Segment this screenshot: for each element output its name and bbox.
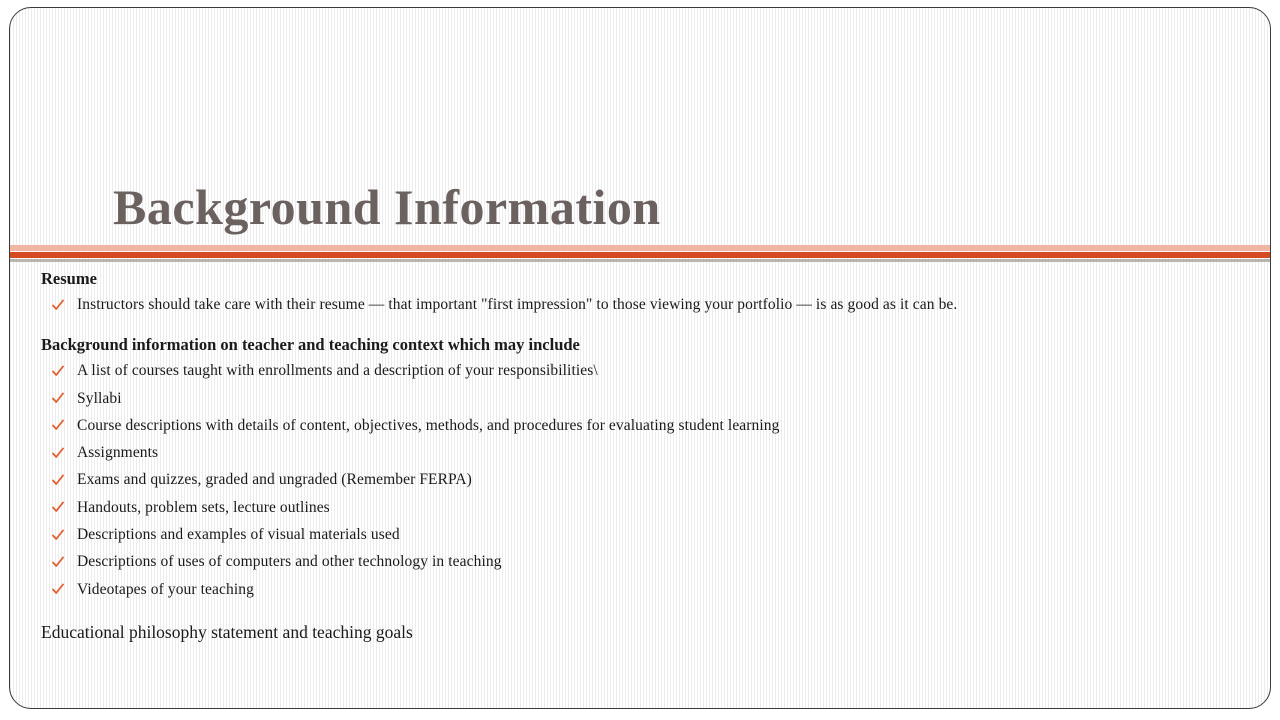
checkmark-icon xyxy=(52,576,66,603)
list-item-text: Assignments xyxy=(77,444,159,462)
list-item xyxy=(41,466,1256,493)
list-item-text: Syllabi xyxy=(77,389,122,407)
list-item-text: A list of courses taught with enrollments and a description of your responsibilities\ xyxy=(77,362,598,380)
resume-list xyxy=(41,291,1256,318)
list-item-text: Instructors should take care with their resume — that important "first impression" to those viewing your portfolio — is as good as it can be. xyxy=(77,296,958,313)
list-item xyxy=(41,548,1256,575)
list-item xyxy=(41,494,1256,521)
slide-body xyxy=(41,267,1256,645)
list-item-text: Handouts, problem sets, lecture outlines xyxy=(77,498,330,516)
title-rule-accent xyxy=(10,252,1270,258)
list-item xyxy=(41,439,1256,466)
list-item xyxy=(41,385,1256,412)
list-item-text: Exams and quizzes, graded and ungraded (Remember FERPA) xyxy=(77,471,472,489)
closing-line: Educational philosophy statement and teaching goals xyxy=(41,621,413,642)
slide-title: Background Information xyxy=(113,179,661,235)
checkmark-icon xyxy=(52,466,66,493)
checkmark-icon xyxy=(52,412,66,439)
checkmark-icon xyxy=(52,494,66,521)
list-item xyxy=(41,412,1256,439)
list-item xyxy=(41,521,1256,548)
checkmark-icon xyxy=(52,548,66,575)
list-item xyxy=(41,576,1256,603)
list-item-text: Videotapes of your teaching xyxy=(77,580,254,598)
title-rule-shadow xyxy=(10,259,1270,262)
background-list xyxy=(41,357,1256,603)
list-item xyxy=(41,357,1256,384)
list-item-text: Descriptions of uses of computers and other technology in teaching xyxy=(77,553,502,571)
checkmark-icon xyxy=(52,439,66,466)
checkmark-icon xyxy=(52,385,66,412)
title-rule-light xyxy=(10,245,1270,251)
list-item-text: Course descriptions with details of content, objectives, methods, and procedures for evaluating student learning xyxy=(77,416,780,434)
slide-frame xyxy=(9,7,1271,709)
section-heading-background: Background information on teacher and teaching context which may include xyxy=(41,335,580,355)
list-item-text: Descriptions and examples of visual materials used xyxy=(77,526,400,544)
checkmark-icon xyxy=(52,357,66,384)
checkmark-icon xyxy=(52,521,66,548)
section-heading-resume: Resume xyxy=(41,269,97,288)
checkmark-icon xyxy=(52,291,66,318)
list-item xyxy=(41,291,1256,318)
